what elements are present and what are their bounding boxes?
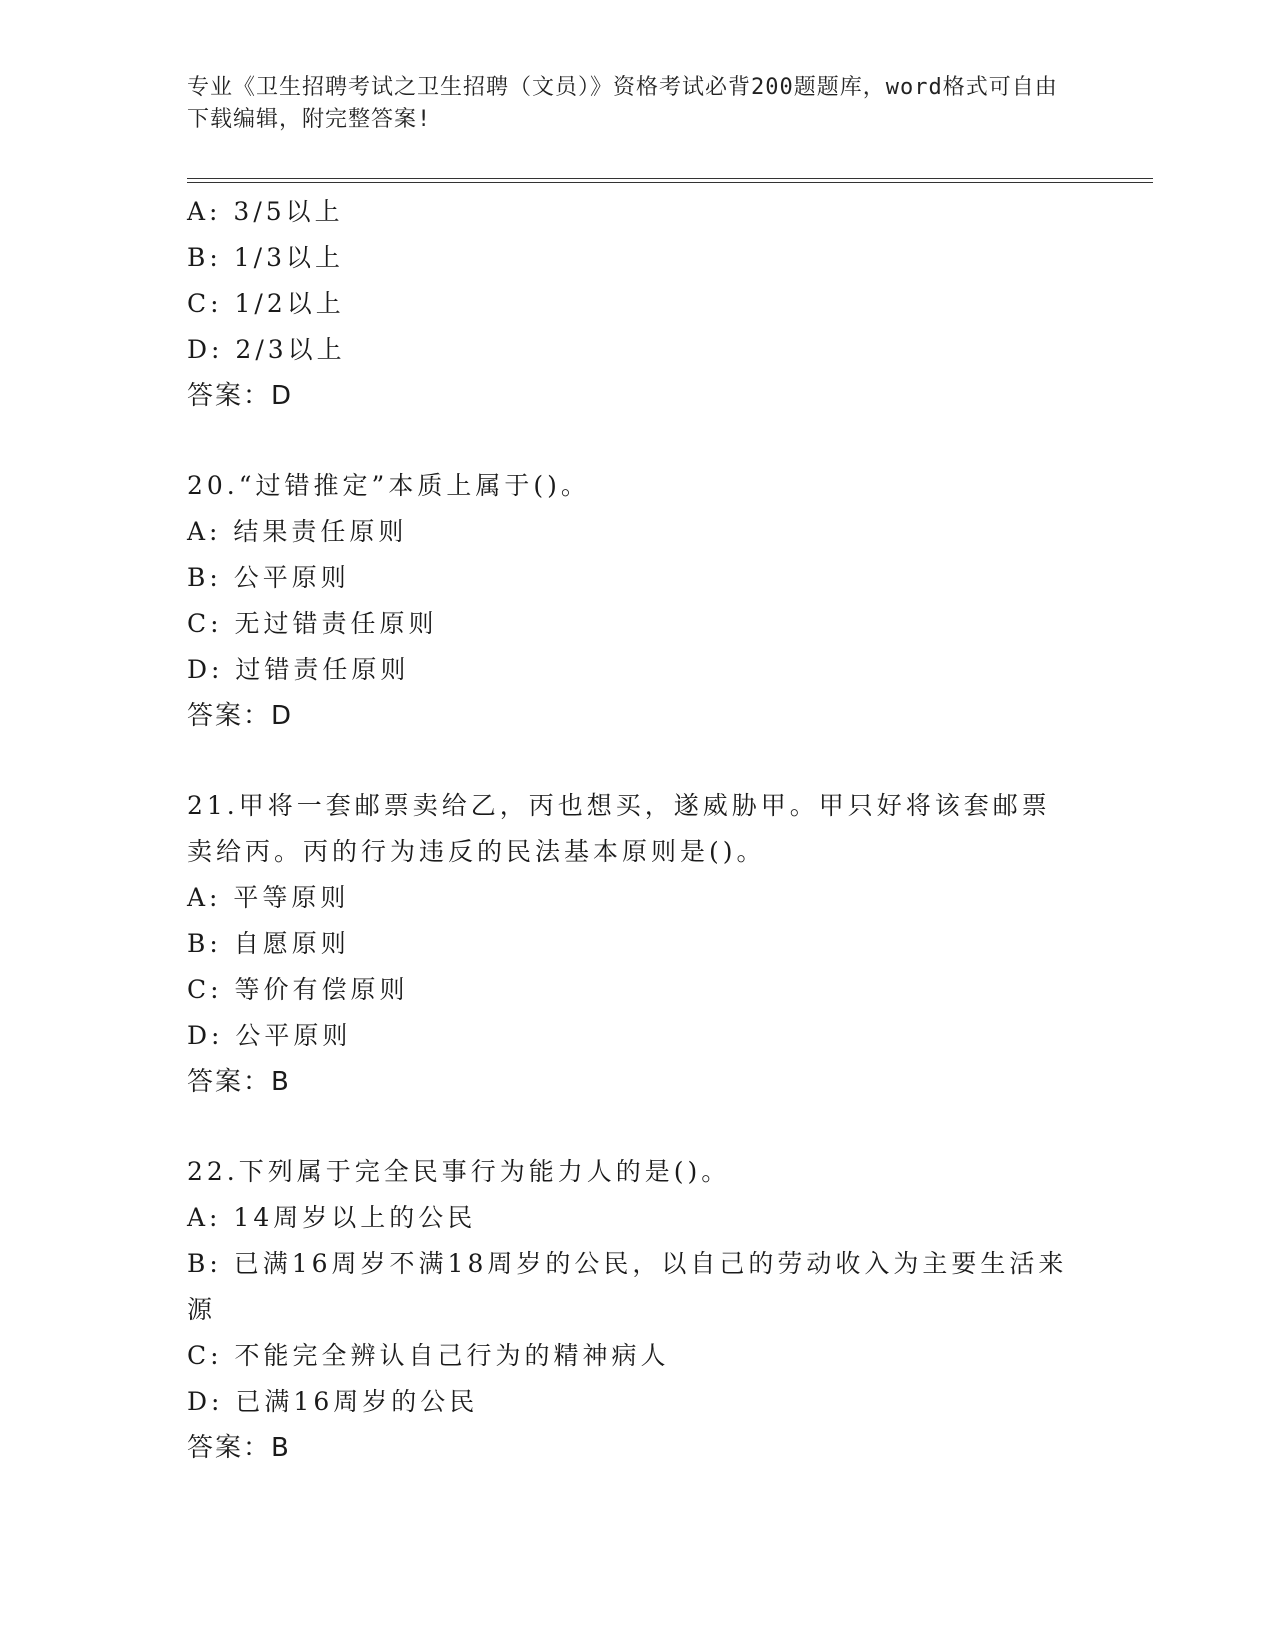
document-body bbox=[187, 189, 1087, 1471]
option-a: A: 14周岁以上的公民 bbox=[187, 1203, 477, 1232]
option-d: D: 过错责任原则 bbox=[187, 655, 410, 684]
previous-question bbox=[187, 189, 1087, 419]
question-22 bbox=[187, 1149, 1087, 1471]
option-c: C: 无过错责任原则 bbox=[187, 609, 438, 638]
answer: 答案：B bbox=[187, 1067, 291, 1097]
option-d: D: 2/3以上 bbox=[187, 335, 346, 364]
question-21 bbox=[187, 783, 1087, 1105]
option-c: C: 不能完全辨认自己行为的精神病人 bbox=[187, 1341, 670, 1370]
question-20 bbox=[187, 463, 1087, 739]
question-stem: 21.甲将一套邮票卖给乙，丙也想买，遂威胁甲。甲只好将该套邮票卖给丙。丙的行为违反的民法基本原则是()。 bbox=[187, 791, 1051, 866]
option-d: D: 公平原则 bbox=[187, 1021, 352, 1050]
option-a: A: 平等原则 bbox=[187, 883, 350, 912]
option-c: C: 1/2以上 bbox=[187, 289, 345, 318]
option-b: B: 公平原则 bbox=[187, 563, 350, 592]
answer: 答案：B bbox=[187, 1433, 291, 1463]
answer: 答案：D bbox=[187, 701, 294, 731]
question-stem: 20.“过错推定”本质上属于()。 bbox=[187, 471, 590, 500]
option-c: C: 等价有偿原则 bbox=[187, 975, 409, 1004]
option-b: B: 已满16周岁不满18周岁的公民，以自己的劳动收入为主要生活来源 bbox=[187, 1249, 1068, 1324]
answer: 答案：D bbox=[187, 381, 294, 411]
option-d: D: 已满16周岁的公民 bbox=[187, 1387, 479, 1416]
option-a: A: 结果责任原则 bbox=[187, 517, 408, 546]
option-b: B: 1/3以上 bbox=[187, 243, 344, 272]
option-b: B: 自愿原则 bbox=[187, 929, 350, 958]
option-a: A: 3/5以上 bbox=[187, 197, 344, 226]
header-title: 专业《卫生招聘考试之卫生招聘（文员）》资格考试必背200题题库，word格式可自由下载编辑，附完整答案! bbox=[187, 75, 1058, 132]
document-header bbox=[187, 72, 1067, 136]
question-stem: 22.下列属于完全民事行为能力人的是()。 bbox=[187, 1157, 731, 1186]
header-divider bbox=[187, 178, 1153, 183]
